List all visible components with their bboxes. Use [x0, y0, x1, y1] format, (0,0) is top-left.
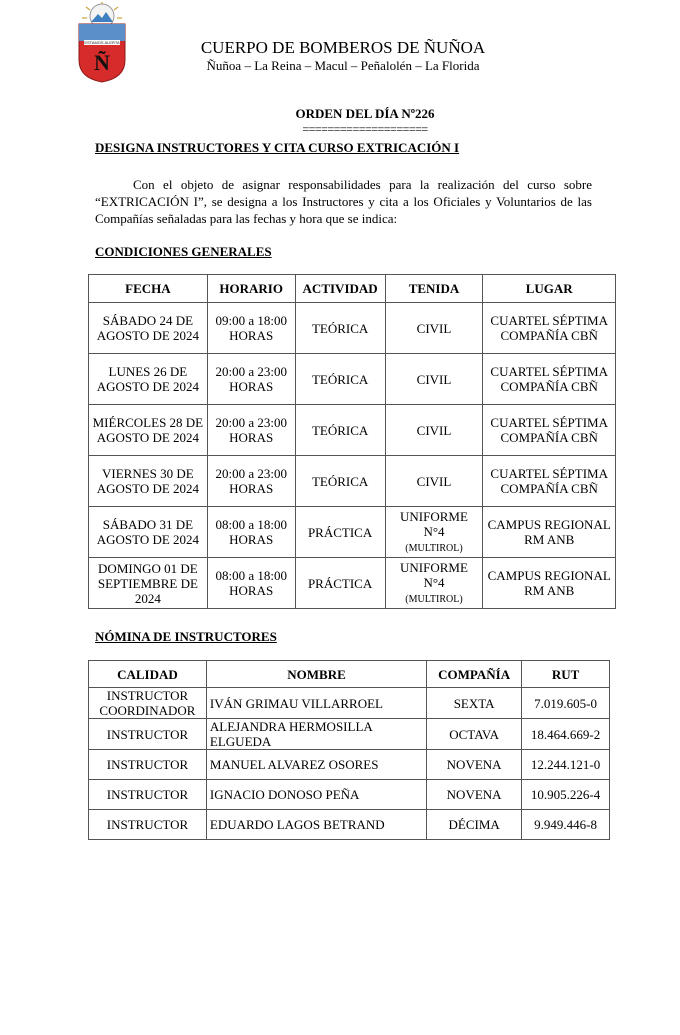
- cell-tenida: [385, 405, 483, 456]
- cell-calidad: INSTRUCTOR COORDINADOR: [89, 688, 207, 719]
- tenida-text: CIVIL: [416, 371, 452, 387]
- cell-fecha: LUNES 26 DE AGOSTO DE 2024: [89, 354, 208, 405]
- table-row: [89, 405, 616, 456]
- cell-rut: 10.905.226-4: [522, 780, 610, 810]
- cell-horario: 08:00 a 18:00 HORAS: [207, 558, 295, 609]
- cell-fecha: DOMINGO 01 DE SEPTIEMBRE DE 2024: [89, 558, 208, 609]
- instructors-table: [88, 660, 610, 840]
- cell-actividad: TEÓRICA: [295, 456, 385, 507]
- cell-tenida: [385, 507, 483, 558]
- cell-rut: 7.019.605-0: [522, 688, 610, 719]
- table-row: [89, 750, 610, 780]
- table-row: [89, 354, 616, 405]
- header-lugar: LUGAR: [483, 275, 616, 303]
- cell-actividad: TEÓRICA: [295, 303, 385, 354]
- cell-calidad: INSTRUCTOR: [89, 719, 207, 750]
- tenida-text: CIVIL: [416, 473, 452, 489]
- cell-rut: 9.949.446-8: [522, 810, 610, 840]
- header-calidad: CALIDAD: [89, 661, 207, 688]
- table-row: [89, 558, 616, 609]
- tenida-text: CIVIL: [416, 320, 452, 336]
- cell-compania: OCTAVA: [427, 719, 522, 750]
- cell-tenida: [385, 354, 483, 405]
- cell-lugar: CUARTEL SÉPTIMA COMPAÑÍA CBÑ: [483, 405, 616, 456]
- cell-lugar: CUARTEL SÉPTIMA COMPAÑÍA CBÑ: [483, 354, 616, 405]
- table-row: [89, 780, 610, 810]
- table-row: [89, 303, 616, 354]
- cell-rut: 18.464.669-2: [522, 719, 610, 750]
- order-title: ORDEN DEL DÍA Nº226: [295, 106, 435, 121]
- header-compania: COMPAÑÍA: [427, 661, 522, 688]
- cell-tenida: [385, 558, 483, 609]
- cell-nombre: ALEJANDRA HERMOSILLA ELGUEDA: [206, 719, 426, 750]
- table-row: [89, 810, 610, 840]
- cell-nombre: MANUEL ALVAREZ OSORES: [206, 750, 426, 780]
- header-nombre: NOMBRE: [206, 661, 426, 688]
- cell-nombre: EDUARDO LAGOS BETRAND: [206, 810, 426, 840]
- organization-subtitle: Ñuñoa – La Reina – Macul – Peñalolén – La Florida: [206, 58, 480, 73]
- cell-rut: 12.244.121-0: [522, 750, 610, 780]
- cell-fecha: MIÉRCOLES 28 DE AGOSTO DE 2024: [89, 405, 208, 456]
- svg-text:Ñ: Ñ: [94, 50, 110, 75]
- cell-tenida: [385, 303, 483, 354]
- organization-title: CUERPO DE BOMBEROS DE ÑUÑOA: [200, 38, 486, 57]
- instructors-header-row: [89, 661, 610, 688]
- header-tenida: TENIDA: [385, 275, 483, 303]
- header-fecha: FECHA: [89, 275, 208, 303]
- schedule-table: [88, 274, 616, 609]
- cell-nombre: IGNACIO DONOSO PEÑA: [206, 780, 426, 810]
- cell-lugar: CAMPUS REGIONAL RM ANB: [483, 558, 616, 609]
- tenida-note: (MULTIROL): [405, 594, 463, 605]
- intro-paragraph: [95, 176, 592, 227]
- cell-lugar: CUARTEL SÉPTIMA COMPAÑÍA CBÑ: [483, 303, 616, 354]
- cell-compania: NOVENA: [427, 750, 522, 780]
- svg-text:ESTAMOS ALERTA: ESTAMOS ALERTA: [84, 40, 120, 45]
- cell-calidad: INSTRUCTOR: [89, 780, 207, 810]
- tenida-note: (MULTIROL): [405, 543, 463, 554]
- cell-horario: 09:00 a 18:00 HORAS: [207, 303, 295, 354]
- section-title-instructors: NÓMINA DE INSTRUCTORES: [95, 629, 277, 644]
- table-row: [89, 688, 610, 719]
- cell-calidad: INSTRUCTOR: [89, 750, 207, 780]
- cell-horario: 20:00 a 23:00 HORAS: [207, 456, 295, 507]
- header-rut: RUT: [522, 661, 610, 688]
- header-horario: HORARIO: [207, 275, 295, 303]
- cell-horario: 08:00 a 18:00 HORAS: [207, 507, 295, 558]
- cell-fecha: SÁBADO 31 DE AGOSTO DE 2024: [89, 507, 208, 558]
- order-underline-rule: ====================: [302, 122, 428, 136]
- cell-actividad: TEÓRICA: [295, 354, 385, 405]
- cell-nombre: IVÁN GRIMAU VILLARROEL: [206, 688, 426, 719]
- cell-compania: DÉCIMA: [427, 810, 522, 840]
- cell-lugar: CAMPUS REGIONAL RM ANB: [483, 507, 616, 558]
- table-row: [89, 507, 616, 558]
- tenida-text: UNIFORME N°4: [400, 560, 468, 590]
- cell-actividad: PRÁCTICA: [295, 558, 385, 609]
- cell-fecha: VIERNES 30 DE AGOSTO DE 2024: [89, 456, 208, 507]
- section-title-conditions: CONDICIONES GENERALES: [95, 244, 272, 259]
- tenida-text: UNIFORME N°4: [400, 509, 468, 539]
- cell-actividad: TEÓRICA: [295, 405, 385, 456]
- cell-compania: NOVENA: [427, 780, 522, 810]
- document-subject: DESIGNA INSTRUCTORES Y CITA CURSO EXTRICACIÓN I: [95, 140, 460, 155]
- cell-fecha: SÁBADO 24 DE AGOSTO DE 2024: [89, 303, 208, 354]
- cell-tenida: [385, 456, 483, 507]
- header-actividad: ACTIVIDAD: [295, 275, 385, 303]
- cell-horario: 20:00 a 23:00 HORAS: [207, 354, 295, 405]
- cell-horario: 20:00 a 23:00 HORAS: [207, 405, 295, 456]
- cell-calidad: INSTRUCTOR: [89, 810, 207, 840]
- fire-department-crest-logo: [76, 2, 128, 84]
- cell-actividad: PRÁCTICA: [295, 507, 385, 558]
- schedule-header-row: [89, 275, 616, 303]
- table-row: [89, 719, 610, 750]
- tenida-text: CIVIL: [416, 422, 452, 438]
- cell-lugar: CUARTEL SÉPTIMA COMPAÑÍA CBÑ: [483, 456, 616, 507]
- intro-text: Con el objeto de asignar responsabilidades para la realización del curso sobre “EXTRICACIÓN I”, se designa a los Instructores y cita a los Oficiales y Voluntarios de las Compañías señaladas para las fechas y hora que se indica:: [95, 177, 592, 226]
- table-row: [89, 456, 616, 507]
- cell-compania: SEXTA: [427, 688, 522, 719]
